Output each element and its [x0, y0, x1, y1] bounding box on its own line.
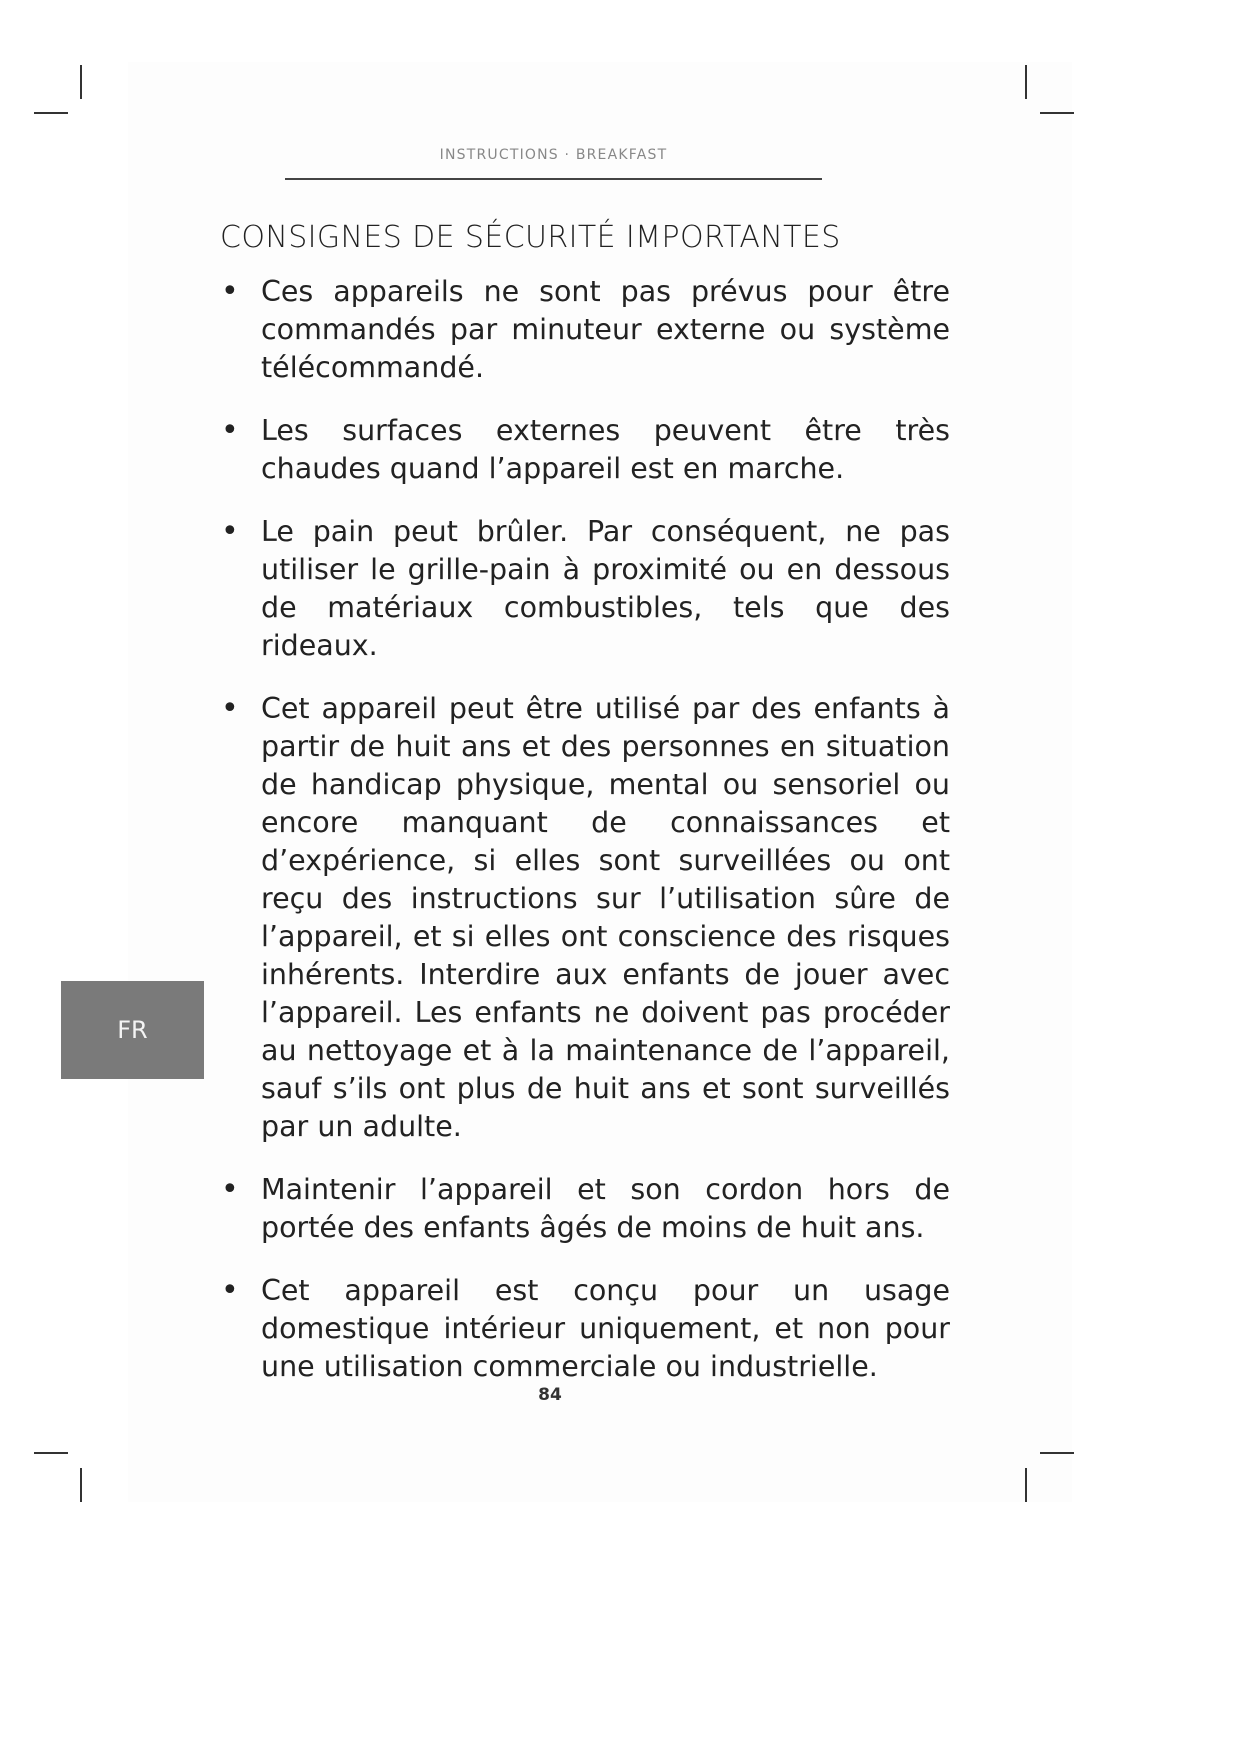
bullet-icon: • [221, 413, 239, 448]
list-item-text: Maintenir l’appareil et son cordon hors de portée des enfants âgés de moins de huit ans. [261, 1173, 950, 1244]
crop-mark-top-right-horizontal [1040, 112, 1074, 114]
header-rule [285, 178, 822, 180]
crop-mark-bottom-right-vertical [1025, 1468, 1027, 1502]
list-item [220, 690, 950, 1146]
list-item-text: Ces appareils ne sont pas prévus pour être commandés par minuteur externe ou système télécommandé. [261, 275, 950, 384]
bullet-icon: • [221, 691, 239, 726]
language-tab [61, 981, 204, 1079]
bullet-icon: • [221, 1273, 239, 1308]
crop-mark-bottom-right-horizontal [1040, 1452, 1074, 1454]
list-item [220, 513, 950, 665]
crop-mark-top-left-horizontal [34, 112, 68, 114]
list-item [220, 412, 950, 488]
crop-mark-top-left-vertical [80, 65, 82, 99]
crop-mark-bottom-left-vertical [80, 1468, 82, 1502]
page-number: 84 [538, 1385, 562, 1405]
list-item-text: Cet appareil est conçu pour un usage domestique intérieur uniquement, et non pour une utilisation commerciale ou industrielle. [261, 1274, 950, 1383]
section-title: CONSIGNES DE SÉCURITÉ IMPORTANTES [220, 220, 841, 255]
bullet-icon: • [221, 1172, 239, 1207]
bullet-icon: • [221, 274, 239, 309]
language-tab-label: FR [117, 1016, 148, 1044]
list-item [220, 1171, 950, 1247]
list-item [220, 1272, 950, 1386]
crop-mark-bottom-left-horizontal [34, 1452, 68, 1454]
list-item-text: Le pain peut brûler. Par conséquent, ne pas utiliser le grille-pain à proximité ou en dessous de matériaux combustibles, tels que des rideaux. [261, 515, 950, 662]
safety-list [220, 273, 950, 1411]
list-item-text: Cet appareil peut être utilisé par des enfants à partir de huit ans et des personnes en situation de handicap physique, mental ou sensoriel ou encore manquant de connaissances et d’expérience, si elles sont surveillées ou ont reçu des instructions sur l’utilisation sûre de l’appareil, et si elles ont conscience des risques inhérents. Interdire aux enfants de jouer avec l’appareil. Les enfants ne doivent pas procéder au nettoyage et à la maintenance de l’appareil, sauf s’ils ont plus de huit ans et sont surveillés par un adulte. [261, 692, 950, 1143]
list-item-text: Les surfaces externes peuvent être très chaudes quand l’appareil est en marche. [261, 414, 950, 485]
crop-mark-top-right-vertical [1025, 65, 1027, 99]
bullet-icon: • [221, 514, 239, 549]
list-item [220, 273, 950, 387]
running-header: INSTRUCTIONS · BREAKFAST [439, 147, 668, 163]
